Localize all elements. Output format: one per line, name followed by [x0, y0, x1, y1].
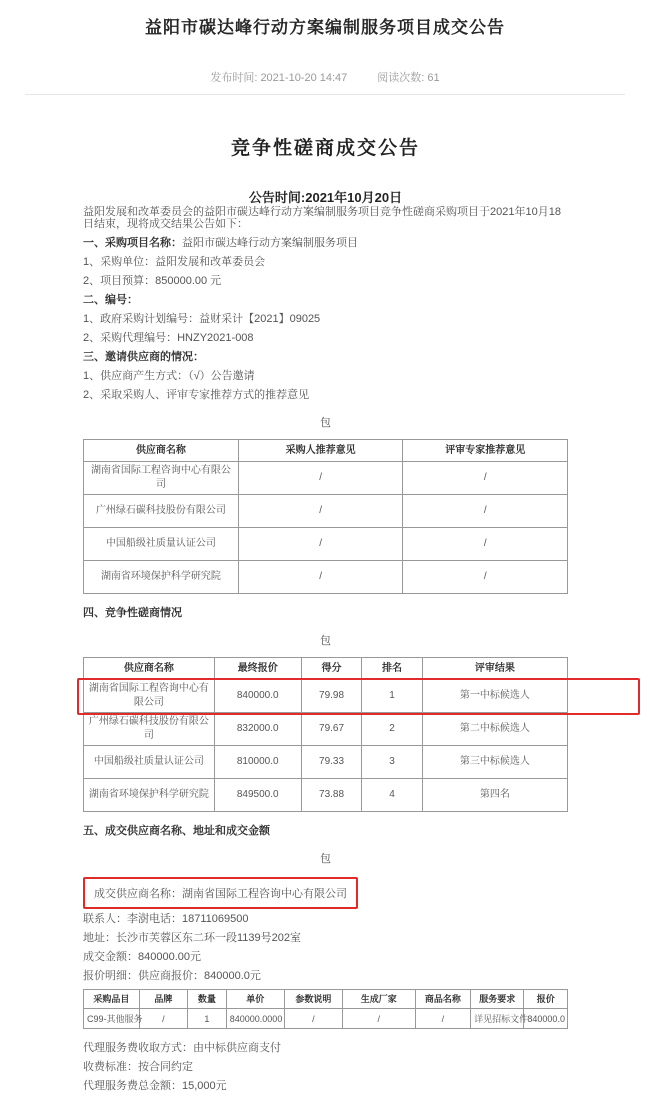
section-4-title: 四、竞争性磋商情况: [83, 607, 182, 619]
cell: /: [238, 462, 403, 495]
supplier-name-cell: 广州绿石碳科技股份有限公司: [84, 713, 215, 746]
column-header: 报价: [524, 990, 568, 1009]
agency-fee-method-line: 代理服务费收取方式：由中标供应商支付: [83, 1042, 281, 1054]
section-1-value: 益阳市碳达峰行动方案编制服务项目: [182, 237, 358, 249]
rank-cell: 3: [362, 746, 423, 779]
cell: /: [284, 1009, 342, 1029]
column-header: 排名: [362, 658, 423, 680]
cell: /: [403, 495, 568, 528]
supplier-name-cell: 中国船级社质量认证公司: [84, 528, 239, 561]
supplier-name-cell: 湖南省国际工程咨询中心有限公司: [84, 462, 239, 495]
announcement-date: 公告时间:2021年10月20日: [248, 190, 403, 205]
winner-name-line: 成交供应商名称：湖南省国际工程咨询中心有限公司: [94, 888, 347, 900]
column-header: 数量: [188, 990, 227, 1009]
result-cell: 第一中标候选人: [422, 680, 567, 713]
table-row: [84, 713, 568, 746]
package-label-1: 包: [320, 417, 331, 429]
result-cell: 第三中标候选人: [422, 746, 567, 779]
quote-detail-line: 报价明细：供应商报价：840000.0元: [83, 970, 261, 982]
amount-line: 成交金额：840000.00元: [83, 951, 201, 963]
section-3-item-2: 2、采取采购人、评审专家推荐方式的推荐意见: [83, 389, 310, 401]
recommendation-table: [83, 439, 568, 594]
page-title: 益阳市碳达峰行动方案编制服务项目成交公告: [145, 18, 505, 37]
rank-cell: 1: [362, 680, 423, 713]
item-category-cell: C99-其他服务: [84, 1009, 140, 1029]
section-2-title: 二、编号：: [83, 294, 138, 306]
cell: /: [403, 561, 568, 594]
column-header: 参数说明: [284, 990, 342, 1009]
column-header: 得分: [301, 658, 362, 680]
result-cell: 第二中标候选人: [422, 713, 567, 746]
cell: /: [238, 528, 403, 561]
column-header: 评审结果: [422, 658, 567, 680]
final-price-cell: 849500.0: [214, 779, 301, 812]
table-row: [84, 1009, 568, 1029]
supplier-name-cell: 湖南省环境保护科学研究院: [84, 779, 215, 812]
column-header: 供应商名称: [84, 658, 215, 680]
supplier-name-cell: 中国船级社质量认证公司: [84, 746, 215, 779]
table-row: [84, 528, 568, 561]
result-cell: 第四名: [422, 779, 567, 812]
table-row-winner: [84, 680, 568, 713]
table-row: [84, 746, 568, 779]
section-1-title: [83, 237, 568, 249]
final-price-cell: 840000.0: [214, 680, 301, 713]
divider: [25, 94, 625, 95]
score-cell: 79.98: [301, 680, 362, 713]
column-header: 采购品目: [84, 990, 140, 1009]
cell: /: [238, 495, 403, 528]
score-cell: 79.67: [301, 713, 362, 746]
column-header: 最终报价: [214, 658, 301, 680]
section-2-item-1: 1、政府采购计划编号：益财采计【2021】09025: [83, 313, 321, 325]
announcement-heading: 竞争性磋商成交公告: [230, 138, 420, 159]
rank-cell: 2: [362, 713, 423, 746]
publish-time: 发布时间: 2021-10-20 14:47: [210, 72, 348, 84]
negotiation-table-wrap: [83, 657, 568, 812]
meta-row: [0, 69, 650, 85]
column-header: 服务要求: [471, 990, 524, 1009]
cell: /: [415, 1009, 471, 1029]
service-req-cell: 详见招标文件: [471, 1009, 524, 1029]
fee-standard-line: 收费标准：按合同约定: [83, 1061, 193, 1073]
column-header: 商品名称: [415, 990, 471, 1009]
announcement-body: [83, 133, 568, 1092]
section-5-title: 五、成交供应商名称、地址和成交金额: [83, 825, 270, 837]
address-line: 地址：长沙市芙蓉区东二环一段1139号202室: [83, 932, 302, 944]
cell: 1: [188, 1009, 227, 1029]
table-row: [84, 462, 568, 495]
agency-fee-total-line: 代理服务费总金额：15,000元: [83, 1080, 227, 1092]
cell: /: [403, 528, 568, 561]
table-row: [84, 561, 568, 594]
unit-price-cell: 840000.0000: [226, 1009, 284, 1029]
column-header: 单价: [226, 990, 284, 1009]
table-row: [84, 495, 568, 528]
cell: /: [403, 462, 568, 495]
section-1-label: 一、采购项目名称：: [83, 237, 182, 249]
item-table: [83, 989, 568, 1029]
rank-cell: 4: [362, 779, 423, 812]
section-2-item-2: 2、采购代理编号：HNZY2021-008: [83, 332, 254, 344]
score-cell: 79.33: [301, 746, 362, 779]
cell: /: [139, 1009, 187, 1029]
column-header: 品牌: [139, 990, 187, 1009]
package-label-3: 包: [320, 853, 331, 865]
supplier-name-cell: 湖南省国际工程咨询中心有限公司: [84, 680, 215, 713]
table-header-row: [84, 440, 568, 462]
column-header: 采购人推荐意见: [238, 440, 403, 462]
section-3-item-1: 1、供应商产生方式：（√）公告邀请: [83, 370, 255, 382]
table-header-row: [84, 658, 568, 680]
cell: /: [238, 561, 403, 594]
view-count: 阅读次数: 61: [377, 72, 440, 84]
contact-line: 联系人：李澍电话：18711069500: [83, 913, 249, 925]
section-3-title: 三、邀请供应商的情况：: [83, 351, 204, 363]
package-label-2: 包: [320, 635, 331, 647]
highlight-box-winner-name: [83, 877, 358, 909]
column-header: 生成厂家: [342, 990, 415, 1009]
score-cell: 73.88: [301, 779, 362, 812]
intro-paragraph: 益阳发展和改革委员会的益阳市碳达峰行动方案编制服务项目竞争性磋商采购项目于2021年10月18日结束，现将成交结果公告如下：: [83, 206, 561, 230]
column-header: 供应商名称: [84, 440, 239, 462]
final-price-cell: 810000.0: [214, 746, 301, 779]
cell: /: [342, 1009, 415, 1029]
section-1-item-1: 1、采购单位：益阳发展和改革委员会: [83, 256, 266, 268]
negotiation-table: [83, 657, 568, 812]
table-header-row: [84, 990, 568, 1009]
column-header: 评审专家推荐意见: [403, 440, 568, 462]
final-price-cell: 832000.0: [214, 713, 301, 746]
price-cell: 840000.0: [524, 1009, 568, 1029]
section-1-item-2: 2、项目预算：850000.00 元: [83, 275, 222, 287]
table-row: [84, 779, 568, 812]
supplier-name-cell: 湖南省环境保护科学研究院: [84, 561, 239, 594]
supplier-name-cell: 广州绿石碳科技股份有限公司: [84, 495, 239, 528]
